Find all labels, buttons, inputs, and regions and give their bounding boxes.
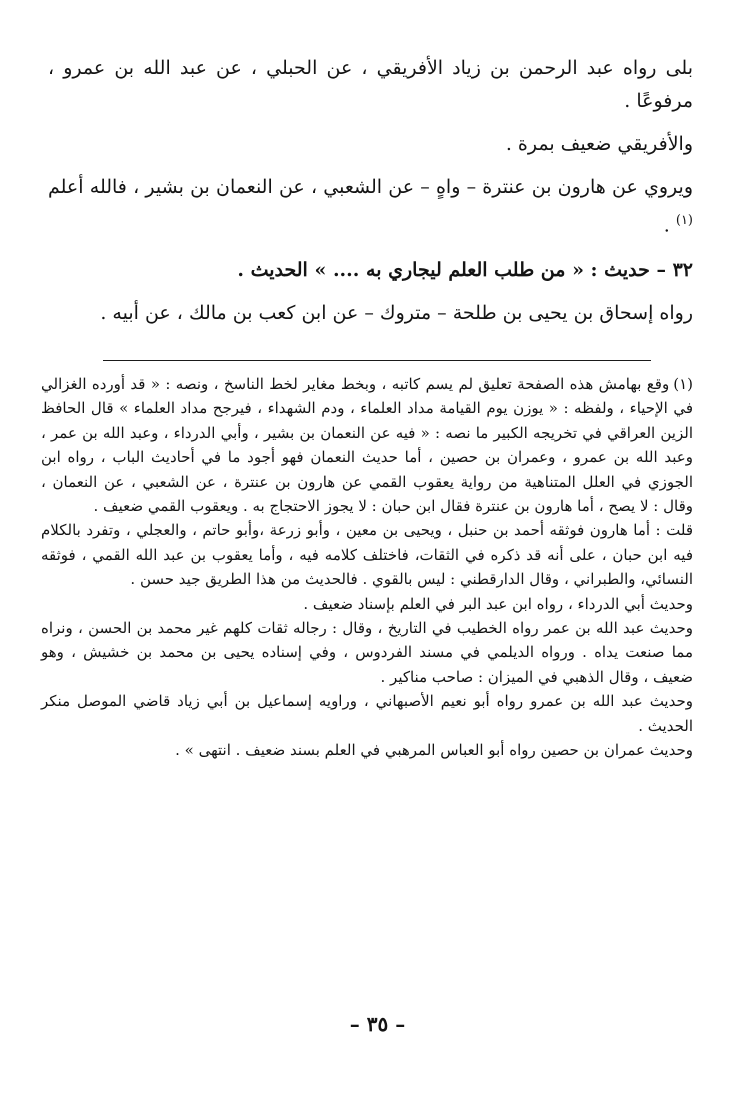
footnote-paragraph-3: وحديث أبي الدرداء ، رواه ابن عبد البر في العلم بإسناد ضعيف . — [303, 594, 693, 613]
footnote-divider — [103, 360, 651, 361]
paragraph-3 — [48, 171, 693, 242]
footnote-reference: (١) — [675, 213, 693, 228]
paragraph-4: رواه إسحاق بن يحيى بن طلحة – متروك – عن ابن كعب بن مالك ، عن أبيه . — [100, 302, 693, 325]
footnote-1 — [41, 372, 693, 518]
hadith-heading: ٣٢ – حديث : « من طلب العلم ليجاري به .... » الحديث . — [237, 259, 693, 282]
footnote-paragraph-4: وحديث عبد الله بن عمر رواه الخطيب في التاريخ ، وقال : رجاله ثقات كلهم غير محمد بن الحسن ، ونراه مما صنعت يداه . ورواه الديلمي في مسند الفردوس ، وفي إسناده يحيى بن محمد بن خشيش ، وهو ضعيف ، وقال الذهبي في الميزان : صاحب مناكير . — [41, 619, 693, 686]
main-text — [48, 52, 693, 330]
footnote-1-text: وقع بهامش هذه الصفحة تعليق لم يسم كاتبه ، وبخط مغاير لخط الناسخ ، ونصه : « قد أورده الغزالي في الإحياء ، ولفظه : « يوزن يوم القيامة مداد العلماء ، ودم الشهداء ، فيرجح مداد العلماء » قال الحافظ الزين العراقي في تخريجه الكبير ما نصه : « فيه عن النعمان بن بشير ، وأبي الدرداء ، وعبد الله بن عمر ، وعبد الله بن عمرو ، وعمران بن حصين ، أما حديث النعمان فهو أجود ما في أحاديث الباب ، رواه ابن الجوزي في العلل المتناهية من رواية يعقوب القمي عن هارون بن عنترة ، عن الشعبي ، عن النعمان ، وقال : لا يصح ، أما هارون بن عنترة فقال ابن حبان : لا يجوز الاحتجاج به . ويعقوب القمي ضعيف . — [41, 375, 693, 516]
footnote-marker: (١) — [673, 375, 693, 393]
footnote-paragraph-5: وحديث عبد الله بن عمرو رواه أبو نعيم الأصبهاني ، وراويه إسماعيل بن أبي زياد قاضي الموصل منكر الحديث . — [41, 692, 693, 735]
paragraph-3-end: . — [663, 214, 676, 237]
paragraph-1: بلى رواه عبد الرحمن بن زياد الأفريقي ، عن الحبلي ، عن عبد الله بن عمرو ، مرفوعًا . — [48, 57, 693, 112]
footnote-paragraph-6: وحديث عمران بن حصين رواه أبو العباس المرهبي في العلم بسند ضعيف . انتهى » . — [175, 741, 693, 760]
footnotes — [41, 372, 693, 763]
page-number: – ٣٥ – — [349, 1012, 406, 1036]
footnote-paragraph-2: قلت : أما هارون فوثقه أحمد بن حنبل ، ويحيى بن معين ، وأبو زرعة ،وأبو حاتم ، والعجلي ، وتفرد بالكلام فيه ابن حبان ، على أنه قد ذكره في الثقات، فاختلف كلامه فيه ، وأما يعقوب بن عبد الله القمي ، فوثقه النسائي، والطبراني ، وقال الدارقطني : ليس بالقوي . فالحديث من هذا الطريق جيد حسن . — [41, 521, 693, 589]
paragraph-2: والأفريقي ضعيف بمرة . — [505, 133, 693, 155]
paragraph-3-text: ويروي عن هارون بن عنترة – واهٍ – عن الشعبي ، عن النعمان بن بشير ، فالله أعلم — [48, 176, 693, 198]
